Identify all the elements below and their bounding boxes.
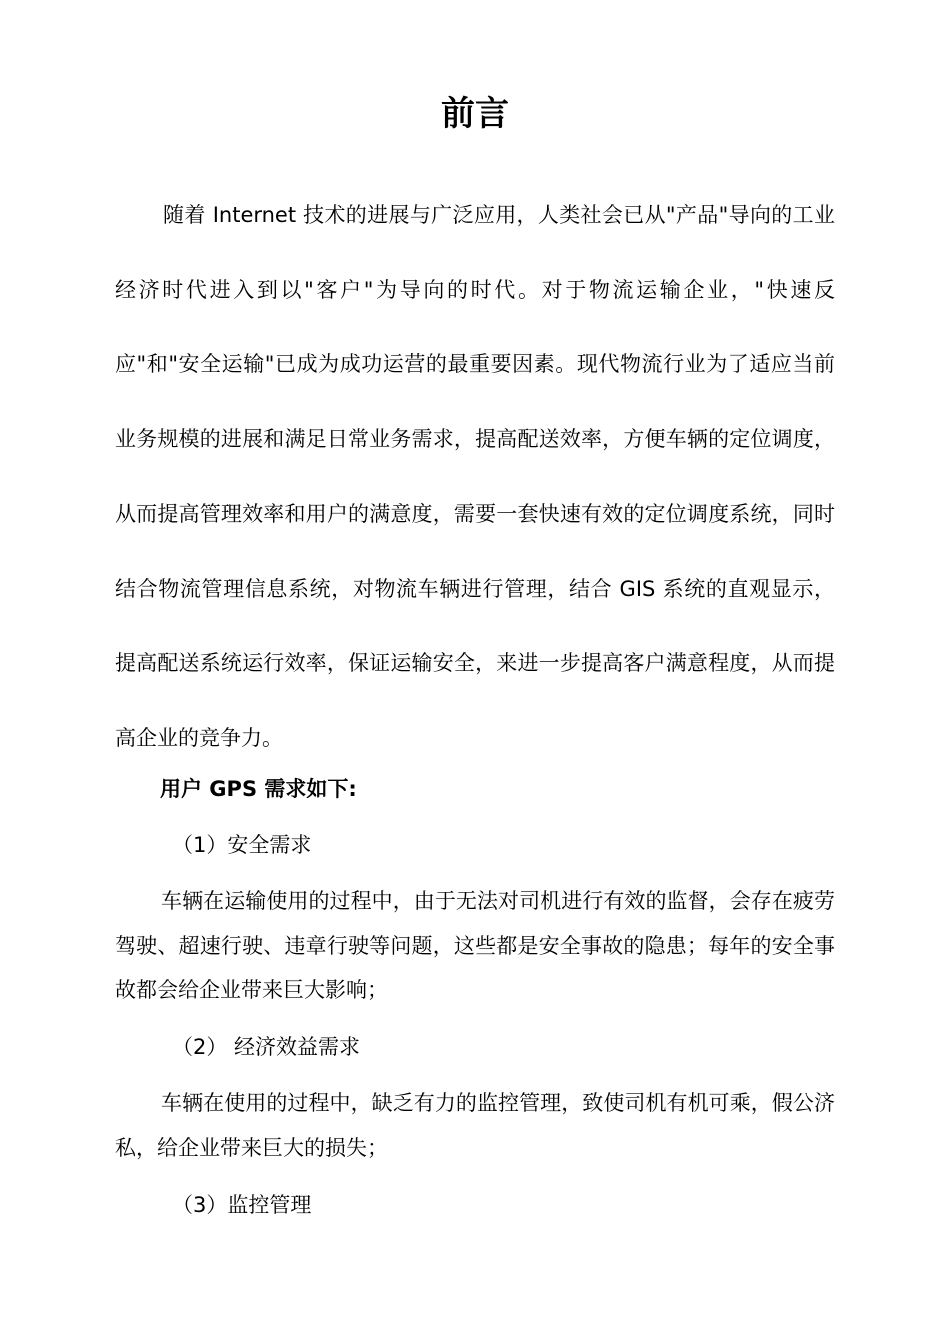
requirement-1-label: （1）安全需求 — [172, 833, 312, 857]
requirement-2-text: 车辆在使用的过程中，缺乏有力的监控管理，致使司机有机可乘，假公济私，给企业带来巨大的损失； — [115, 1091, 835, 1160]
requirement-1-text: 车辆在运输使用的过程中，由于无法对司机进行有效的监督，会存在疲劳驾驶、超速行驶、违章行驶等问题，这些都是安全事故的隐患；每年的安全事故都会给企业带来巨大影响； — [115, 889, 835, 1002]
requirements-heading: 用户 GPS 需求如下: — [160, 777, 357, 801]
requirement-2-label: （2） 经济效益需求 — [172, 1035, 361, 1059]
page-title: 前言 — [441, 94, 509, 134]
requirement-3-label: （3）监控管理 — [172, 1193, 312, 1217]
intro-paragraph: 随着 Internet 技术的进展与广泛应用，人类社会已从"产品"导向的工业经济时代进入到以"客户"为导向的时代。对于物流运输企业，"快速反应"和"安全运输"已成为成功运营的最重要因素。现代物流行业为了适应当前业务规模的进展和满足日常业务需求，提高配送效率，方便车辆的定位调度，从而提高管理效率和用户的满意度，需要一套快速有效的定位调度系统，同时结合物流管理信息系统，对物流车辆进行管理，结合 GIS 系统的直观显示，提高配送系统运行效率，保证运输安全，来进一步提高客户满意程度，从而提高企业的竞争力。 — [115, 203, 835, 750]
